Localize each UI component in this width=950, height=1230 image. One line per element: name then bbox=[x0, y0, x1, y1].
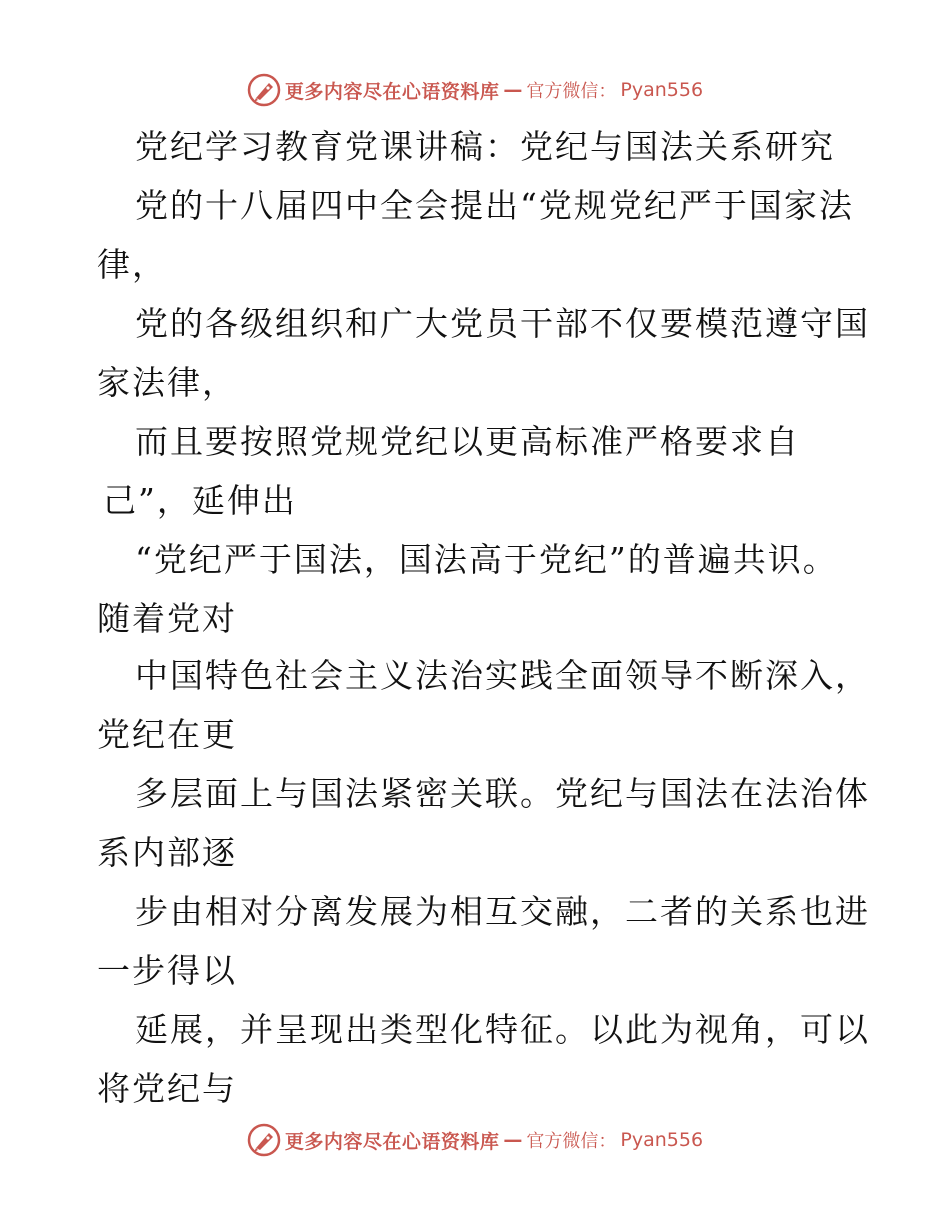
body-line: 将党纪与 bbox=[97, 1069, 237, 1108]
body-line: 党的十八届四中全会提出“党规党纪严于国家法 bbox=[135, 186, 854, 225]
watermark-text: 更多内容尽在心语资料库 bbox=[284, 80, 500, 103]
body-line: 系内部逐 bbox=[97, 833, 237, 872]
body-line: 律， bbox=[97, 245, 167, 284]
body-line: 多层面上与国法紧密关联。党纪与国法在法治体 bbox=[135, 774, 870, 813]
watermark-separator: — bbox=[503, 1129, 523, 1151]
body-line: 步由相对分离发展为相互交融，二者的关系也进 bbox=[135, 892, 870, 931]
body-line: 延展，并呈现出类型化特征。以此为视角，可以 bbox=[135, 1010, 870, 1049]
body-line: 党的各级组织和广大党员干部不仅要模范遵守国 bbox=[135, 304, 870, 343]
watermark-label: 官方微信： bbox=[526, 1131, 617, 1152]
watermark-text: 更多内容尽在心语资料库 bbox=[284, 1130, 500, 1153]
body-line: 党纪在更 bbox=[97, 715, 237, 754]
footer-watermark bbox=[0, 1120, 950, 1160]
body-line: 中国特色社会主义法治实践全面领导不断深入， bbox=[135, 656, 870, 695]
body-line: 一步得以 bbox=[97, 951, 237, 990]
body-line: 随着党对 bbox=[97, 599, 237, 638]
watermark-label: 官方微信： bbox=[526, 81, 617, 102]
watermark-separator: — bbox=[503, 79, 523, 101]
document-title: 党纪学习教育党课讲稿：党纪与国法关系研究 bbox=[135, 127, 835, 166]
pen-logo-icon bbox=[247, 73, 281, 107]
body-line: “党纪严于国法，国法高于党纪”的普遍共识。 bbox=[135, 540, 838, 579]
pen-logo-icon bbox=[247, 1123, 281, 1157]
body-line: 己”，延伸出 bbox=[103, 481, 297, 520]
body-line: 而且要按照党规党纪以更高标准严格要求自 bbox=[135, 422, 800, 461]
body-line: 家法律， bbox=[97, 363, 237, 402]
watermark-wechat-id: Pyan556 bbox=[620, 1129, 704, 1151]
watermark-wechat-id: Pyan556 bbox=[620, 79, 704, 101]
header-watermark bbox=[0, 70, 950, 110]
